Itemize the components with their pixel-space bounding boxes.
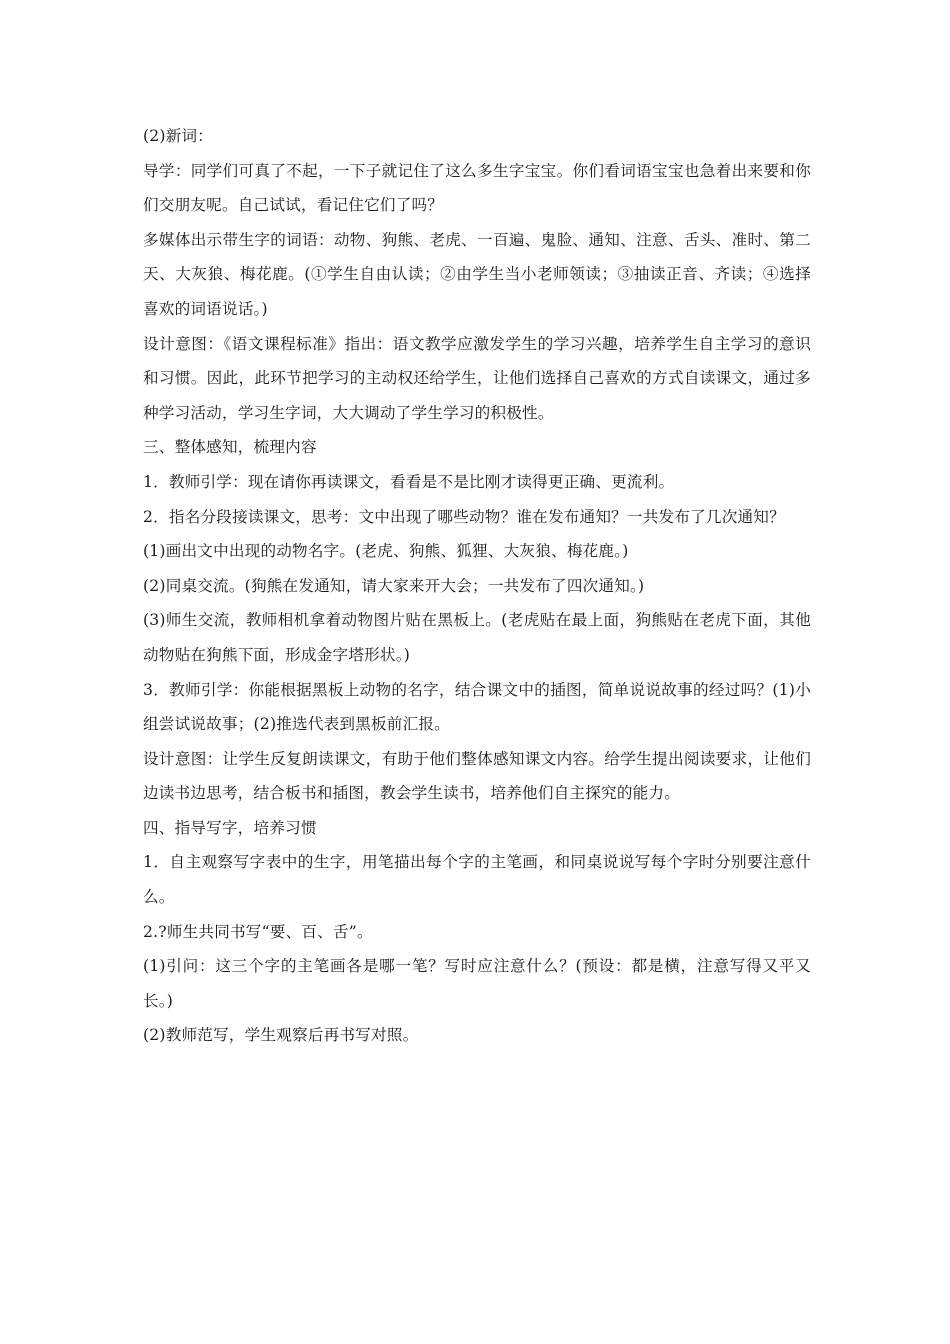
paragraph-substep-1: (1)画出文中出现的动物名字。(老虎、狗熊、狐狸、大灰狼、梅花鹿。) — [143, 542, 629, 561]
paragraph-design-intent-2: 设计意图：让学生反复朗读课文，有助于他们整体感知课文内容。给学生提出阅读要求，让他们边读书边思考，结合板书和插图，教会学生读书，培养他们自主探究的能力。 — [143, 749, 811, 803]
paragraph-substep-3: (3)师生交流，教师相机拿着动物图片贴在黑板上。(老虎贴在最上面，狗熊贴在老虎下面，其他动物贴在狗熊下面，形成金字塔形状。) — [143, 611, 811, 664]
section-heading-4: 四、指导写字，培养习惯 — [143, 818, 317, 837]
paragraph-substep-2: (2)同桌交流。(狗熊在发通知，请大家来开大会；一共发布了四次通知。) — [143, 576, 645, 595]
paragraph-writing-substep-1: (1)引问：这三个字的主笔画各是哪一笔？写时应注意什么？(预设：都是横，注意写得又平又长。) — [143, 957, 811, 1010]
paragraph-guided-learning: 导学：同学们可真了不起，一下子就记住了这么多生字宝宝。你们看词语宝宝也急着出来要和你们交朋友呢。自己试试，看记住它们了吗？ — [143, 161, 811, 215]
paragraph-multimedia-words: 多媒体出示带生字的词语：动物、狗熊、老虎、一百遍、鬼脸、通知、注意、舌头、准时、第二天、大灰狼、梅花鹿。(①学生自由认读；②由学生当小老师领读；③抽读正音、齐读；④选择喜欢的词语说话。) — [143, 230, 811, 318]
paragraph-step-1: 1．教师引学：现在请你再读课文，看看是不是比刚才读得更正确、更流利。 — [143, 472, 675, 491]
section-heading-3: 三、整体感知，梳理内容 — [143, 438, 317, 457]
document-body — [143, 119, 811, 1053]
paragraph-step-3: 3．教师引学：你能根据黑板上动物的名字，结合课文中的插图，简单说说故事的经过吗？(1)小组尝试说故事；(2)推选代表到黑板前汇报。 — [143, 680, 811, 734]
paragraph-writing-step-1: 1．自主观察写字表中的生字，用笔描出每个字的主笔画，和同桌说说写每个字时分别要注意什么。 — [143, 853, 811, 907]
paragraph-new-words-heading: (2)新词： — [143, 127, 214, 145]
paragraph-writing-substep-2: (2)教师范写，学生观察后再书写对照。 — [143, 1026, 419, 1045]
paragraph-step-2: 2．指名分段接读课文，思考：文中出现了哪些动物？谁在发布通知？一共发布了几次通知？ — [143, 507, 785, 526]
paragraph-writing-step-2: 2.?师生共同书写“要、百、舌”。 — [143, 922, 373, 941]
paragraph-design-intent-1: 设计意图：《语文课程标准》指出：语文教学应激发学生的学习兴趣，培养学生自主学习的意识和习惯。因此，此环节把学习的主动权还给学生，让他们选择自己喜欢的方式自读课文，通过多种学习活动，学习生字词，大大调动了学生学习的积极性。 — [143, 334, 811, 422]
